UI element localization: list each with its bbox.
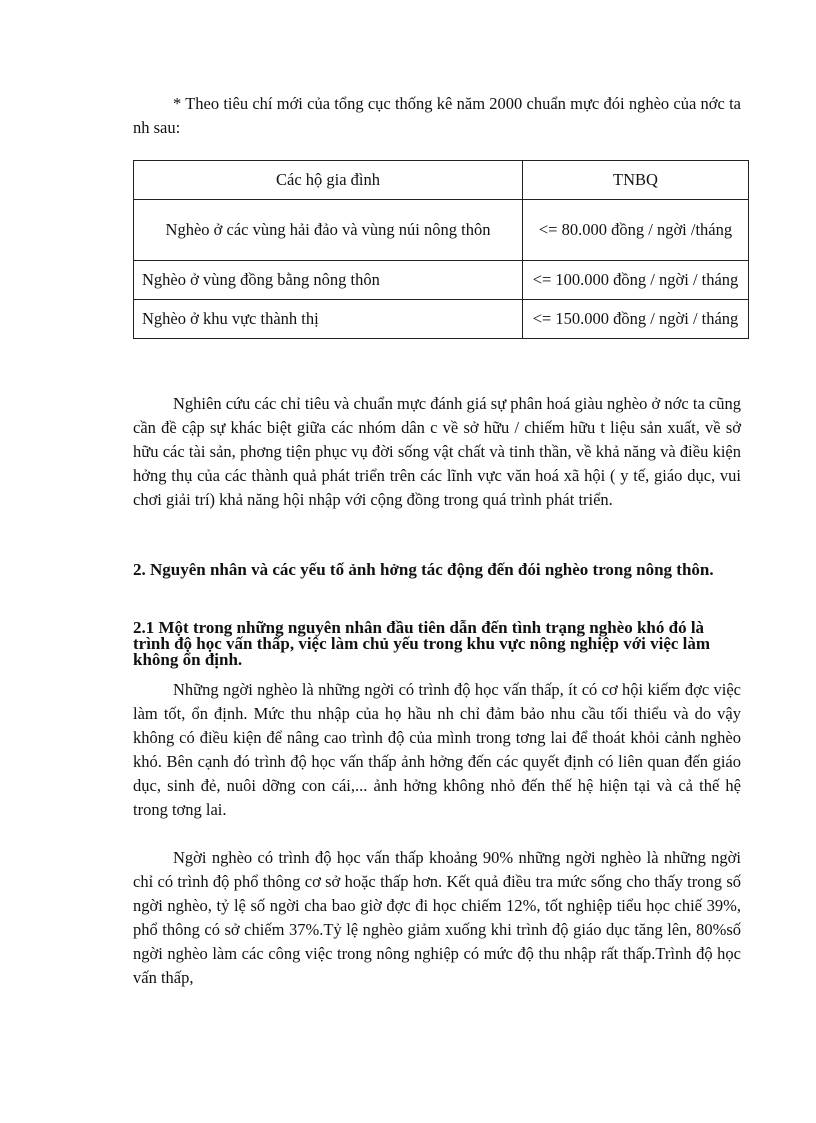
poverty-criteria-table bbox=[133, 160, 749, 339]
table-cell: <= 80.000 đồng / ngời /tháng bbox=[523, 200, 749, 261]
table-cell: Nghèo ở khu vực thành thị bbox=[134, 300, 523, 339]
section-heading-2-1: 2.1 Một trong những nguyên nhân đầu tiên dẫn đến tình trạng nghèo khó đó là trình độ học vấn thấp, việc làm chủ yếu trong khu vực nông nghiệp với việc làm không ổn định. bbox=[133, 618, 711, 669]
table-cell: Nghèo ở vùng đồng bằng nông thôn bbox=[134, 261, 523, 300]
table-row bbox=[134, 300, 749, 339]
table-row bbox=[134, 261, 749, 300]
section-heading-2: 2. Nguyên nhân và các yếu tố ảnh hởng tác động đến đói nghèo trong nông thôn. bbox=[133, 560, 714, 579]
table-row bbox=[134, 200, 749, 261]
paragraph-statistics: Ngời nghèo có trình độ học vấn thấp khoảng 90% những ngời nghèo là những ngời chỉ có trình độ phổ thông cơ sở hoặc thấp hơn. Kết quả điều tra mức sống cho thấy trong số ngời nghèo, tỷ lệ số ngời cha bao giờ đợc đi học chiếm 12%, tốt nghiệp tiểu học chiế 39%, phổ thông có sở chiếm 37%.Tỷ lệ nghèo giảm xuống khi trình độ giáo dục tăng lên, 80%số ngời nghèo làm các công việc trong nông nghiệp có mức độ thu nhập rất thấp.Trình độ học vấn thấp, bbox=[133, 848, 741, 987]
intro-paragraph: * Theo tiêu chí mới của tổng cục thống kê năm 2000 chuẩn mực đói nghèo của nớc ta nh sau: bbox=[133, 94, 741, 137]
paragraph-research: Nghiên cứu các chỉ tiêu và chuẩn mực đánh giá sự phân hoá giàu nghèo ở nớc ta cũng cần đề cập sự khác biệt giữa các nhóm dân c về sở hữu / chiếm hữu t liệu sản xuất, về sở hữu các tài sản, phơng tiện phục vụ đời sống vật chất và tinh thần, về khả năng và điều kiện hởng thụ của các thành quả phát triển trên các lĩnh vực văn hoá xã hội ( y tế, giáo dục, vui chơi giải trí) khả năng hội nhập với cộng đồng trong quá trình phát triển. bbox=[133, 394, 741, 509]
table-cell: <= 100.000 đồng / ngời / tháng bbox=[523, 261, 749, 300]
table-header-cell: TNBQ bbox=[523, 161, 749, 200]
paragraph-education: Những ngời nghèo là những ngời có trình độ học vấn thấp, ít có cơ hội kiếm đợc việc làm tốt, ổn định. Mức thu nhập của họ hầu nh chỉ đảm bảo nhu cầu tối thiểu và do vậy không có điều kiện để nâng cao trình độ của mình trong tơng lai để thoát khỏi cảnh nghèo khó. Bên cạnh đó trình độ học vấn thấp ảnh hởng đến các quyết định có liên quan đến giáo dục, sinh đẻ, nuôi dỡng con cái,... ảnh hởng không nhỏ đến thế hệ hiện tại và cả thế hệ trong tơng lai. bbox=[133, 680, 741, 819]
table-cell: <= 150.000 đồng / ngời / tháng bbox=[523, 300, 749, 339]
table-header-cell: Các hộ gia đình bbox=[134, 161, 523, 200]
table-header-row bbox=[134, 161, 749, 200]
table-cell: Nghèo ở các vùng hải đảo và vùng núi nông thôn bbox=[134, 200, 523, 261]
